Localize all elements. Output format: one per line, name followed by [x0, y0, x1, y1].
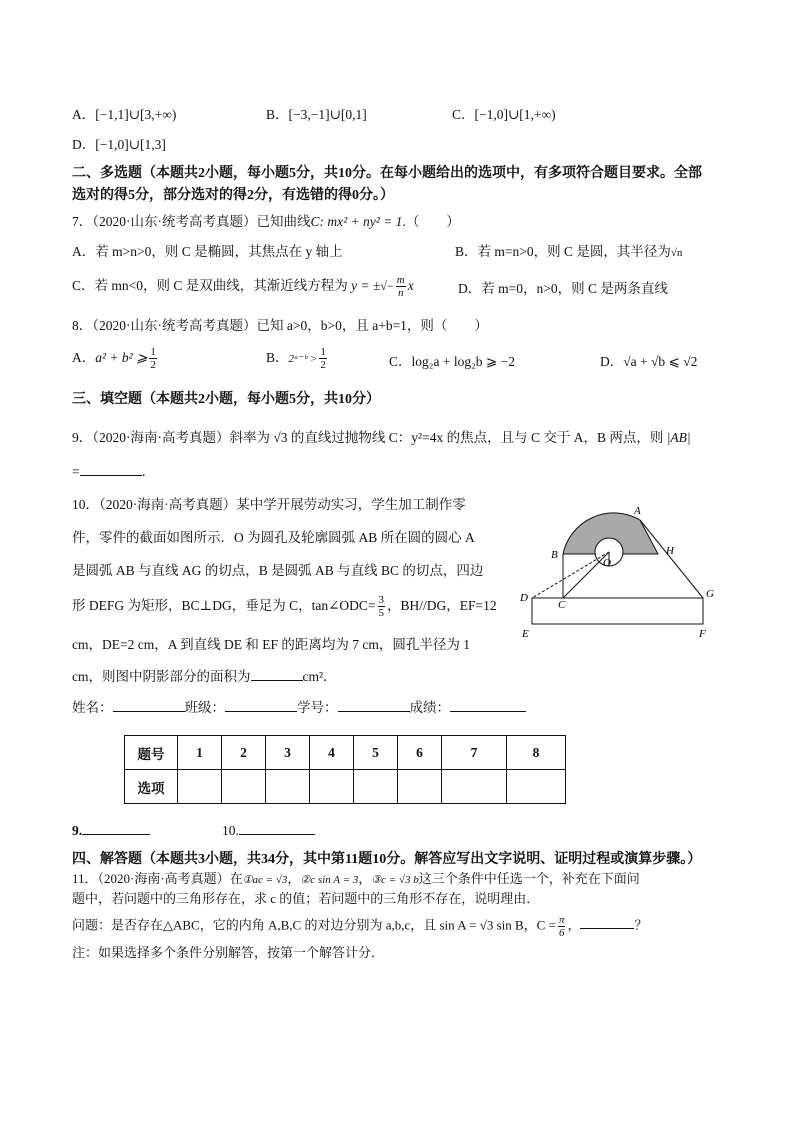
- q8-option-d: D．√a + √b ⩽ √2: [600, 354, 698, 369]
- answer-table-number: 6: [398, 736, 442, 770]
- score-label: 成绩：: [409, 700, 450, 715]
- q10-line2: 件，零件的截面如图所示．O 为圆孔及轮廓圆弧 AB 所在圆的圆心 A: [72, 530, 475, 545]
- answer-cell[interactable]: [507, 770, 566, 804]
- id-label: 学号：: [297, 700, 338, 715]
- class-field[interactable]: [225, 699, 297, 712]
- figure-label-f: F: [699, 628, 706, 640]
- q7-option-c: C．若 mn<0，则 C 是双曲线，其渐近线方程为 y = ±√− $\frac{m}{n}$ x: [72, 274, 414, 300]
- answer-table-answer-label: 选项: [125, 770, 178, 804]
- q6-option-b: B．[−3,−1]∪[0,1]: [266, 107, 367, 122]
- q6-option-c: C．[−1,0]∪[1,+∞): [452, 107, 556, 122]
- name-field[interactable]: [113, 699, 185, 712]
- answer-cell[interactable]: [398, 770, 442, 804]
- section4-heading: 四、解答题（本题共3小题，共34分，其中第11题10分。解答应写出文字说明、证明过程或演算步骤。）: [72, 852, 702, 867]
- q7-option-b: B．若 m=n>0，则 C 是圆，其半径为√n: [455, 244, 683, 259]
- q8-option-b: B．2ᵃ⁻ᵇ > $\frac{1}{2}$: [266, 346, 326, 372]
- figure-label-a: A: [634, 505, 641, 517]
- figure-label-o: O: [603, 557, 611, 569]
- fill-answer-9-field[interactable]: [82, 822, 150, 835]
- figure-label-g: G: [706, 588, 714, 600]
- answer-table-number: 2: [222, 736, 266, 770]
- q6-option-d: D．[−1,0]∪[1,3]: [72, 137, 166, 152]
- figure-label-b: B: [551, 549, 558, 561]
- q8-option-c: C．log₂a + log₂b ⩾ −2: [389, 354, 515, 369]
- fill-answer-9: 9.: [72, 822, 150, 839]
- q10-line4: 形 DEFG 为矩形，BC⊥DG，垂足为 C，tan∠ODC= $\frac{3}{5}$ ，BH//DG，EF=12: [72, 594, 497, 620]
- id-field[interactable]: [338, 699, 410, 712]
- q11-line2: 题中，若问题中的三角形存在，求 c 的值；若问题中的三角形不存在，说明理由．: [72, 891, 540, 906]
- answer-cell[interactable]: [442, 770, 507, 804]
- answer-cell[interactable]: [222, 770, 266, 804]
- answer-table-header-label: 题号: [125, 736, 178, 770]
- q9-text: 9．（2020·海南·高考真题）斜率为 √3 的直线过抛物线 C：y²=4x 的焦点，且与 C 交于 A，B 两点，则 |AB|: [72, 430, 691, 445]
- figure-label-c: C: [558, 599, 566, 611]
- q7-option-a: A．若 m>n>0，则 C 是椭圆，其焦点在 y 轴上: [72, 244, 343, 259]
- answer-table-answer-row: [125, 770, 566, 804]
- q11-note: 注：如果选择多个条件分别解答，按第一个解答计分．: [72, 945, 385, 960]
- answer-table-number: 7: [442, 736, 507, 770]
- name-label: 姓名：: [72, 700, 113, 715]
- figure-label-d: D: [520, 592, 528, 604]
- q7-option-d: D．若 m=0，n>0，则 C 是两条直线: [458, 281, 668, 296]
- answer-table-number: 3: [266, 736, 310, 770]
- answer-cell[interactable]: [178, 770, 222, 804]
- figure-label-h: H: [666, 545, 674, 557]
- q8-option-a: A．a² + b² ⩾ $\frac{1}{2}$: [72, 346, 156, 372]
- student-info-line: [72, 696, 526, 716]
- class-label: 班级：: [184, 700, 225, 715]
- section2-heading-line1: 二、多选题（本题共2小题，每小题5分，共10分。在每小题给出的选项中，有多项符合题目要求。全部: [72, 166, 702, 181]
- section2-heading-line2: 选对的得5分，部分选对的得2分，有选错的得0分。）: [72, 188, 394, 203]
- q11-line1: 11．（2020·海南·高考真题）在①ac = √3，②c sin A = 3，③c = √3 b这三个条件中任选一个，补充在下面问: [72, 871, 640, 886]
- q7-stem: 7．（2020·山东·统考高考真题）已知曲线C: mx² + ny² = 1.（ ）: [72, 214, 460, 229]
- answer-table-number: 4: [310, 736, 354, 770]
- answer-cell[interactable]: [266, 770, 310, 804]
- answer-cell[interactable]: [354, 770, 398, 804]
- q10-part-figure: [510, 500, 730, 650]
- q10-line6: cm，则图中阴影部分的面积为 cm²．: [72, 669, 337, 684]
- q8-stem: 8．（2020·山东·统考高考真题）已知 a>0，b>0，且 a+b=1，则（ ）: [72, 318, 488, 333]
- figure-label-e: E: [522, 628, 529, 640]
- answer-table: [124, 735, 566, 804]
- fill-answer-10-field[interactable]: [239, 822, 315, 835]
- answer-table-header-row: [125, 736, 566, 770]
- answer-table-number: 1: [178, 736, 222, 770]
- q10-line1: 10．（2020·海南·高考真题）某中学开展劳动实习，学生加工制作零: [72, 497, 466, 512]
- answer-table-number: 8: [507, 736, 566, 770]
- section3-heading: 三、填空题（本题共2小题，每小题5分，共10分）: [72, 392, 380, 407]
- q11-question: 问题：是否存在△ABC，它的内角 A,B,C 的对边分别为 a,b,c，且 sin A = √3 sin B，C = $\frac{\pi}{6}$ ， ？: [72, 914, 648, 939]
- q9-answer-blank: = ．: [72, 464, 156, 479]
- fill-answer-10: 10.: [222, 822, 315, 839]
- q6-option-a: A．[−1,1]∪[3,+∞): [72, 107, 177, 122]
- answer-cell[interactable]: [310, 770, 354, 804]
- answer-table-number: 5: [354, 736, 398, 770]
- q10-line3: 是圆弧 AB 与直线 AG 的切点，B 是圆弧 AB 与直线 BC 的切点，四边: [72, 563, 484, 578]
- figure-line-ag: [640, 520, 703, 598]
- q10-line5: cm，DE=2 cm，A 到直线 DE 和 EF 的距离均为 7 cm，圆孔半径为 1: [72, 637, 470, 652]
- score-field[interactable]: [450, 699, 526, 712]
